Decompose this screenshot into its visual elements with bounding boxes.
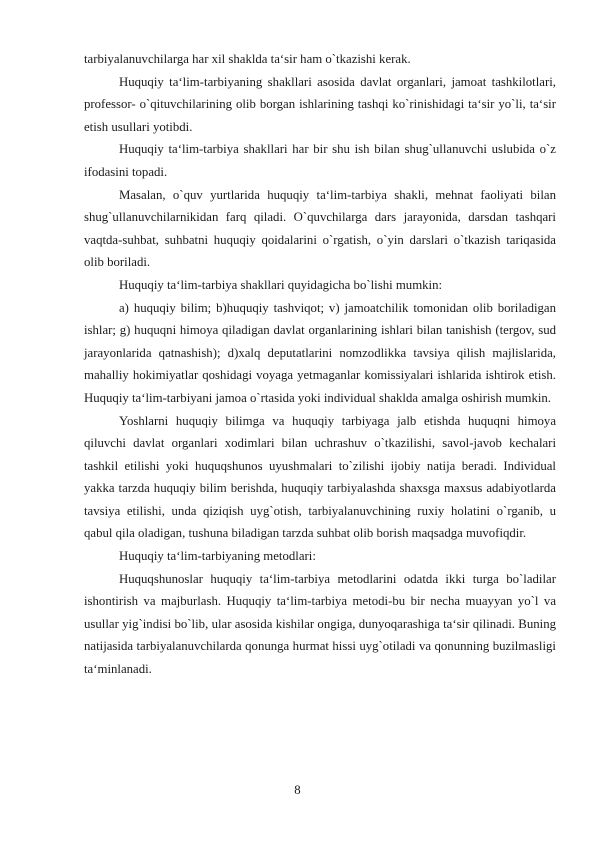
- document-body: [84, 48, 556, 681]
- paragraph-methods: Huquqshunoslar huquqiy ta‘lim-tarbiya metodlarini odatda ikki turga bo`ladilar ishontirish va majburlash. Huquqiy ta‘lim-tarbiya metodi-bu bir necha muayyan yo`l va usullar yig`indisi bo`lib, ular asosida kishilar ongiga, dunyoqarashiga ta‘sir qilinadi. Buning natijasida tarbiyalanuvchilarda qonunga hurmat hissi uyg`otiladi va qonunning buzilmasligi ta‘minlanadi.: [84, 571, 556, 677]
- paragraph-methods-heading: Huquqiy ta‘lim-tarbiyaning metodlari:: [119, 549, 316, 564]
- paragraph-youth: Yoshlarni huquqiy bilimga va huquqiy tarbiyaga jalb etishda huquqni himoya qiluvchi davlat organlari xodimlari bilan uchrashuv o`tkazilishi, savol-javob kechalari tashkil etilishi yoki huquqshunos uyushmalari to`zilishi ijobiy natija beradi. Individual yakka tarzda huquqiy bilim berishda, huquqiy tarbiyalashda shaxsga maxsus adabiyotlarda tavsiya etilishi, unda qiziqish uyg`otish, tarbiyalanuvchining ruxiy holatini o`rganib, u qabul qila oladigan, tushuna biladigan tarzda suhbat olib borish maqsadga muvofiqdir.: [84, 413, 556, 541]
- paragraph-forms-list: a) huquqiy bilim; b)huquqiy tashviqot; v) jamoatchilik tomonidan olib boriladigan ishlar; g) huquqni himoya qiladigan davlat organlarining ishlari bilan tanishish (tergov, sud jarayonlarida qatnashish); d)xalq deputatlarini nomzodlikka tavsiya qilish majlislarida, mahalliy hokimiyatlar qoshidagi voyaga yetmaganlar komissiyalari ishlarida ishtirok etish. Huquqiy ta‘lim-tarbiyani jamoa o`rtasida yoki individual shaklda amalga oshirish mumkin.: [84, 300, 556, 405]
- page-number: 8: [294, 783, 301, 797]
- paragraph-continuation: tarbiyalanuvchilarga har xil shaklda ta‘sir ham o`tkazishi kerak.: [84, 52, 411, 66]
- paragraph-example: Masalan, o`quv yurtlarida huquqiy ta‘lim-tarbiya shakli, mehnat faoliyati bilan shug`ullanuvchilarnikidan farq qiladi. O`quvchilarga dars jarayonida, darsdan tashqari vaqtda-suhbat, suhbatni huquqiy qoidalarini o`rgatish, o`yin darslari o`tkazish tariqasida olib boriladi.: [84, 187, 556, 270]
- paragraph-legal-education-forms: Huquqiy ta‘lim-tarbiyaning shakllari asosida davlat organlari, jamoat tashkilotlari, professor- o`qituvchilarining olib borgan ishlarining tashqi ko`rinishidagi ta‘sir yo`li, ta‘sir etish usullari yotibdi.: [84, 74, 556, 134]
- paragraph-forms-list-intro: Huquqiy ta‘lim-tarbiya shakllari quyidagicha bo`lishi mumkin:: [119, 277, 443, 292]
- paragraph-forms-expression: Huquqiy ta‘lim-tarbiya shakllari har bir shu ish bilan shug`ullanuvchi uslubida o`z ifodasini topadi.: [84, 142, 556, 179]
